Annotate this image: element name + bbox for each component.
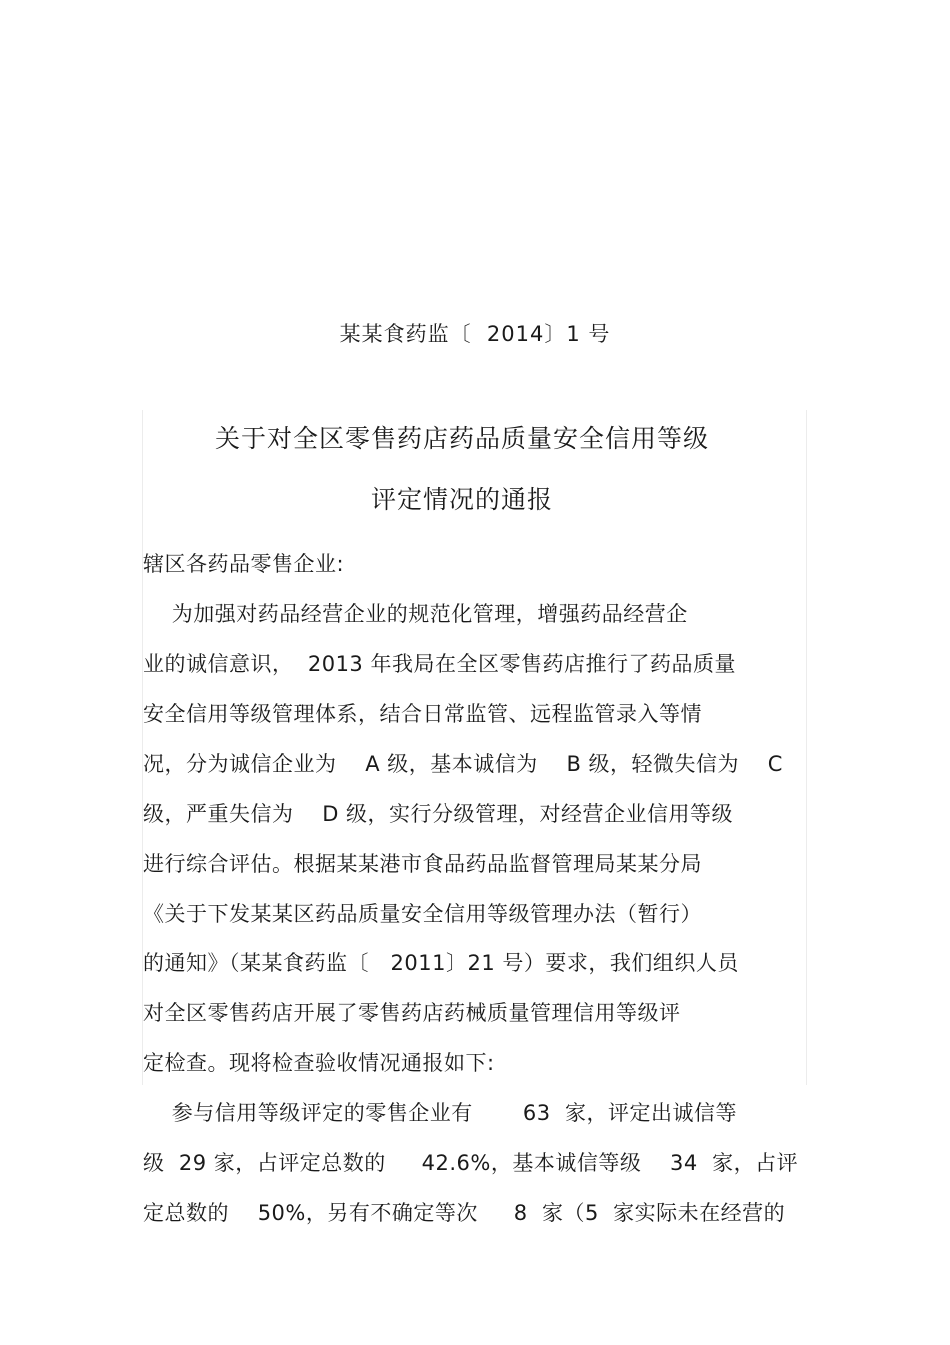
document-number: 某某食药监〔 2014〕1 号 [339,322,611,346]
body-line: 级 29 家，占评定总数的 42.6%，基本诚信等级 34 家，占评 [143,1151,799,1175]
body-line: 级，严重失信为 D 级，实行分级管理，对经营企业信用等级 [143,802,734,826]
body-line: 进行综合评估。根据某某港市食品药品监督管理局某某分局 [143,852,702,876]
body-line: 安全信用等级管理体系，结合日常监管、远程监管录入等情 [143,702,702,726]
body-line: 为加强对药品经营企业的规范化管理，增强药品经营企 [143,602,688,626]
body-line: 对全区零售药店开展了零售药店药械质量管理信用等级评 [143,1001,681,1025]
body-line: 《关于下发某某区药品质量安全信用等级管理办法（暂行） [143,902,702,926]
document-title-line-2: 评定情况的通报 [370,485,553,514]
body-line: 参与信用等级评定的零售企业有 63 家，评定出诚信等 [143,1101,737,1125]
body-line: 定检查。现将检查验收情况通报如下: [143,1051,495,1075]
frame-right-border [806,410,807,1085]
document-title-line-1: 关于对全区零售药店药品质量安全信用等级 [214,424,709,453]
salutation: 辖区各药品零售企业: [143,552,345,576]
body-line: 况，分为诚信企业为 A 级，基本诚信为 B 级，轻微失信为 C [143,752,783,776]
body-line: 的通知》（某某食药监〔 2011〕21 号）要求，我们组织人员 [143,951,739,975]
body-line: 业的诚信意识， 2013 年我局在全区零售药店推行了药品质量 [143,652,736,676]
body-line: 定总数的 50%，另有不确定等次 8 家（5 家实际未在经营的 [143,1201,786,1225]
